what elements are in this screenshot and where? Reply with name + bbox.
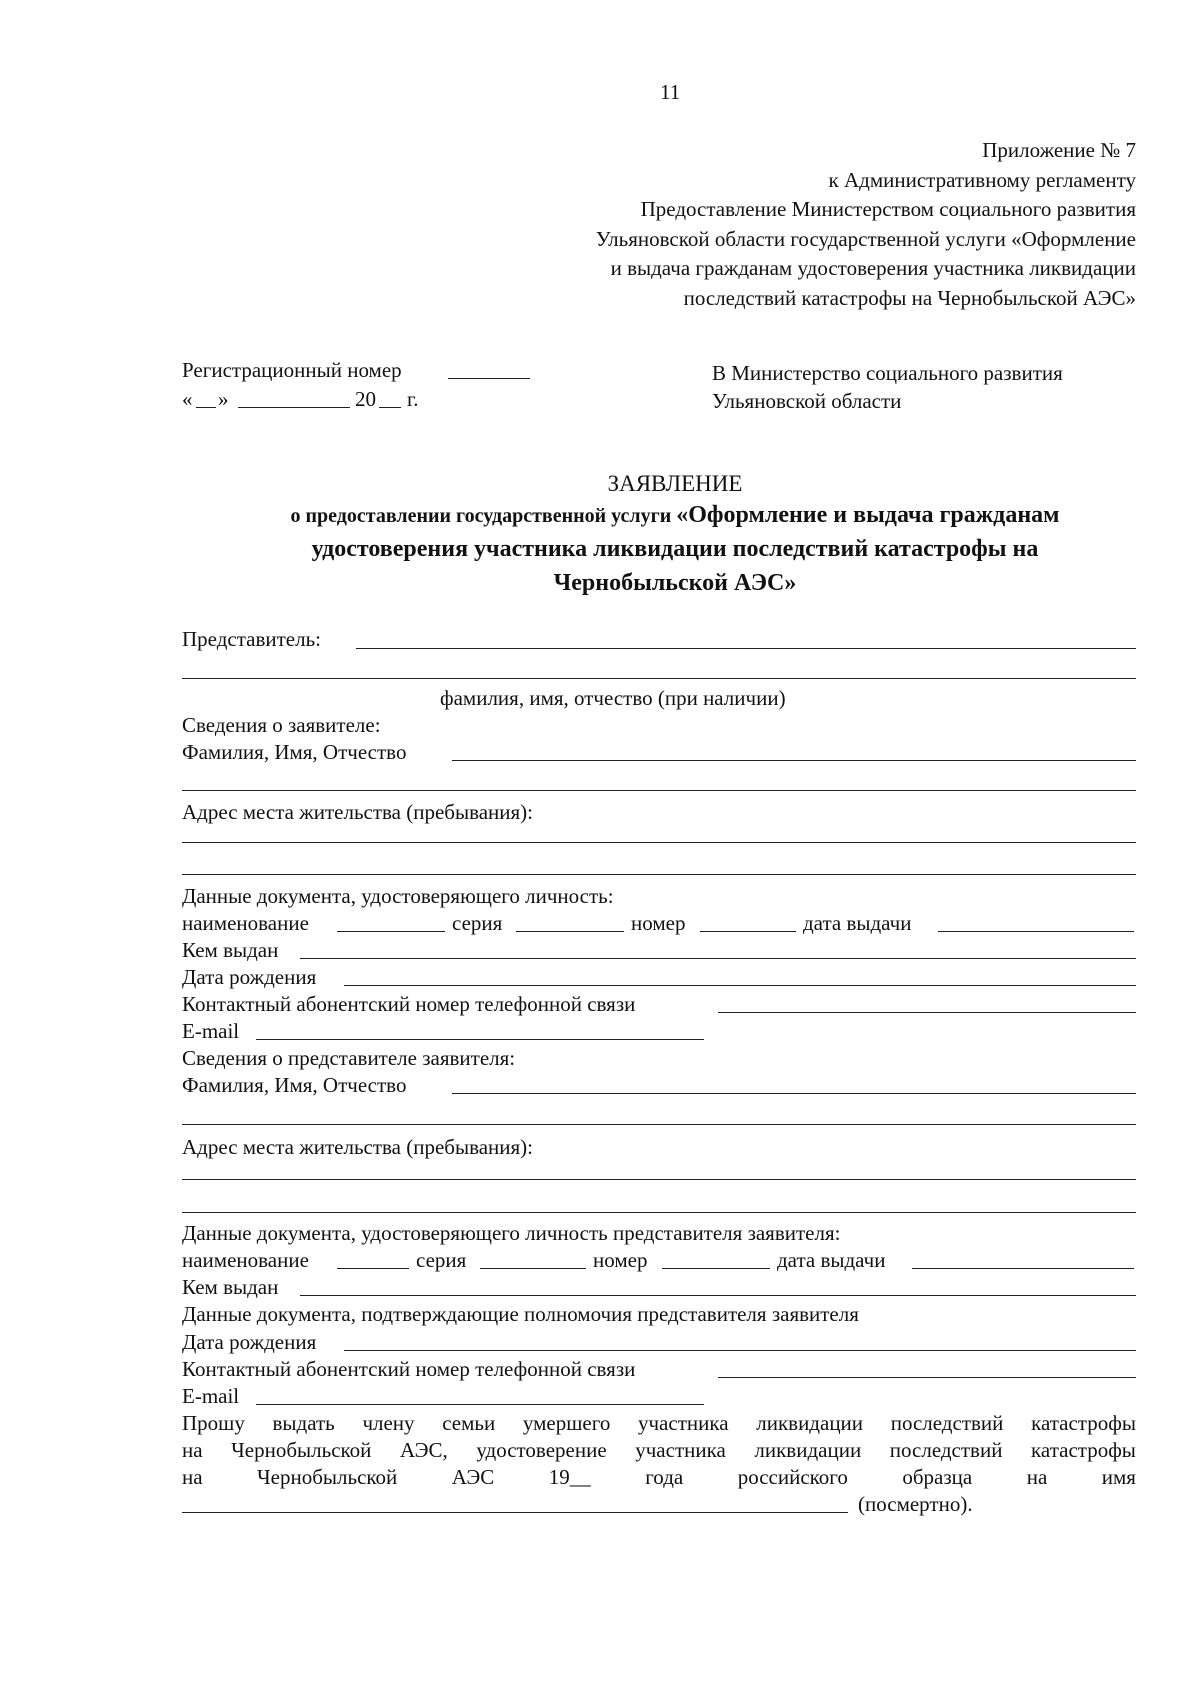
fio-caption: фамилия, имя, отчество (при наличии) bbox=[440, 686, 786, 710]
rep-fio-field[interactable] bbox=[452, 1093, 1136, 1094]
rep-id-doc-issue-date-label: дата выдачи bbox=[777, 1248, 886, 1272]
phone-label: Контактный абонентский номер телефонной связи bbox=[182, 992, 636, 1016]
date-year-field[interactable] bbox=[379, 407, 401, 408]
request-word: Чернобыльской bbox=[257, 1465, 398, 1489]
rep-birth-date-label: Дата рождения bbox=[182, 1330, 317, 1354]
rep-id-doc-number-field[interactable] bbox=[662, 1268, 770, 1269]
rep-id-doc-name-label: наименование bbox=[182, 1248, 309, 1272]
id-doc-issue-date-field[interactable] bbox=[938, 931, 1134, 932]
request-word: катастрофы bbox=[1031, 1438, 1136, 1462]
title-line-2: удостоверения участника ликвидации последствий катастрофы на bbox=[311, 536, 1039, 562]
rep-id-doc-series-label: серия bbox=[416, 1248, 467, 1272]
request-word: участника bbox=[635, 1438, 726, 1462]
request-word: ликвидации bbox=[754, 1438, 862, 1462]
rep-birth-date-field[interactable] bbox=[344, 1350, 1136, 1351]
applicant-header: Сведения о заявителе: bbox=[182, 713, 381, 737]
id-doc-header: Данные документа, удостоверяющего личность: bbox=[182, 884, 614, 908]
phone-field[interactable] bbox=[718, 1012, 1136, 1013]
email-field[interactable] bbox=[256, 1039, 704, 1040]
rep-issued-by-field[interactable] bbox=[300, 1295, 1136, 1296]
document-heading: ЗАЯВЛЕНИЕ bbox=[607, 471, 743, 496]
appendix-line-4: Ульяновской области государственной услуги «Оформление bbox=[595, 226, 1136, 251]
applicant-address-label: Адрес места жительства (пребывания): bbox=[182, 800, 534, 824]
issued-by-field[interactable] bbox=[300, 958, 1136, 959]
applicant-fio-field-2[interactable] bbox=[182, 790, 1136, 791]
appendix-block bbox=[596, 136, 1136, 313]
posthumous-text: (посмертно). bbox=[858, 1492, 973, 1516]
request-word: на bbox=[1026, 1465, 1048, 1489]
request-word: 19__ bbox=[548, 1465, 591, 1489]
addressee-line-2: Ульяновской области bbox=[712, 389, 902, 413]
id-doc-issue-date-label: дата выдачи bbox=[803, 911, 912, 935]
request-line-1 bbox=[182, 1411, 1136, 1435]
request-word: члену bbox=[362, 1411, 415, 1435]
rep-address-label: Адрес места жительства (пребывания): bbox=[182, 1135, 534, 1159]
appendix-line-6: последствий катастрофы на Чернобыльской АЭС» bbox=[683, 285, 1136, 310]
request-word: умершего bbox=[522, 1411, 611, 1435]
applicant-address-field-2[interactable] bbox=[182, 874, 1136, 875]
title-line-1-prefix: о предоставлении государственной услуги bbox=[290, 505, 677, 527]
request-word: катастрофы bbox=[1031, 1411, 1136, 1435]
appendix-line-3: Предоставление Министерством социального развития bbox=[640, 197, 1136, 221]
rep-id-doc-number-label: номер bbox=[593, 1248, 648, 1272]
date-open-quote: « bbox=[182, 387, 193, 411]
rep-address-field-2[interactable] bbox=[182, 1212, 1136, 1213]
rep-authority-label: Данные документа, подтверждающие полномочия представителя заявителя bbox=[182, 1302, 859, 1326]
rep-fio-label: Фамилия, Имя, Отчество bbox=[182, 1073, 407, 1097]
rep-fio-field-2[interactable] bbox=[182, 1124, 1136, 1125]
id-doc-name-field[interactable] bbox=[337, 931, 445, 932]
request-word: АЭС, bbox=[399, 1438, 448, 1462]
request-line-3 bbox=[182, 1465, 1136, 1489]
email-label: E-mail bbox=[182, 1019, 240, 1043]
request-word: последствий bbox=[889, 1438, 1003, 1462]
request-word: ликвидации bbox=[756, 1411, 864, 1435]
issued-by-label: Кем выдан bbox=[182, 938, 279, 962]
rep-id-doc-series-field[interactable] bbox=[480, 1268, 586, 1269]
id-doc-series-field[interactable] bbox=[516, 931, 624, 932]
rep-phone-field[interactable] bbox=[718, 1377, 1136, 1378]
rep-header: Сведения о представителе заявителя: bbox=[182, 1046, 516, 1070]
deceased-name-field[interactable] bbox=[182, 1512, 848, 1513]
request-word: Чернобыльской bbox=[231, 1438, 372, 1462]
applicant-address-field-1[interactable] bbox=[182, 842, 1136, 843]
date-close-quote: » bbox=[218, 387, 229, 411]
rep-id-doc-issue-date-field[interactable] bbox=[912, 1268, 1134, 1269]
date-year-prefix: 20 bbox=[355, 387, 376, 411]
applicant-fio-field[interactable] bbox=[452, 760, 1136, 761]
appendix-line-1: Приложение № 7 bbox=[982, 138, 1136, 162]
request-word: семьи bbox=[442, 1411, 496, 1435]
request-line-2 bbox=[182, 1438, 1136, 1462]
title-line-1-service: «Оформление и выдача гражданам bbox=[676, 502, 1060, 528]
rep-email-label: E-mail bbox=[182, 1384, 240, 1408]
request-word: Прошу bbox=[182, 1411, 245, 1435]
title-line-3: Чернобыльской АЭС» bbox=[553, 570, 797, 596]
request-word: года bbox=[645, 1465, 684, 1489]
rep-address-field-1[interactable] bbox=[182, 1179, 1136, 1180]
representative-field-2[interactable] bbox=[182, 678, 1136, 679]
rep-email-field[interactable] bbox=[256, 1404, 704, 1405]
request-word: последствий bbox=[890, 1411, 1004, 1435]
date-year-suffix: г. bbox=[407, 387, 419, 411]
applicant-fio-label: Фамилия, Имя, Отчество bbox=[182, 740, 407, 764]
registration-number-label: Регистрационный номер bbox=[182, 358, 402, 382]
addressee-line-1: В Министерство социального развития bbox=[712, 361, 1063, 385]
appendix-line-5: и выдача гражданам удостоверения участника ликвидации bbox=[610, 256, 1136, 280]
request-word: российского bbox=[737, 1465, 848, 1489]
appendix-line-2: к Административному регламенту bbox=[828, 167, 1136, 192]
id-doc-number-field[interactable] bbox=[700, 931, 796, 932]
id-doc-name-label: наименование bbox=[182, 911, 309, 935]
title-line-1 bbox=[0, 503, 1200, 528]
id-doc-series-label: серия bbox=[452, 911, 503, 935]
request-word: имя bbox=[1101, 1465, 1136, 1489]
request-word: участника bbox=[638, 1411, 729, 1435]
rep-id-doc-name-field[interactable] bbox=[337, 1268, 409, 1269]
request-word: АЭС bbox=[451, 1465, 495, 1489]
page-number: 11 bbox=[660, 80, 681, 104]
id-doc-number-label: номер bbox=[631, 911, 686, 935]
representative-label: Представитель: bbox=[182, 627, 322, 651]
request-word: удостоверение bbox=[476, 1438, 607, 1462]
date-day-field[interactable] bbox=[196, 407, 216, 408]
date-month-field[interactable] bbox=[238, 407, 350, 408]
registration-number-field[interactable] bbox=[448, 378, 530, 379]
request-word: на bbox=[182, 1438, 203, 1462]
request-word: образца bbox=[902, 1465, 973, 1489]
birth-date-label: Дата рождения bbox=[182, 965, 317, 989]
rep-phone-label: Контактный абонентский номер телефонной связи bbox=[182, 1357, 636, 1381]
rep-issued-by-label: Кем выдан bbox=[182, 1275, 279, 1299]
representative-field[interactable] bbox=[356, 648, 1136, 649]
birth-date-field[interactable] bbox=[344, 985, 1136, 986]
rep-id-doc-header: Данные документа, удостоверяющего личность представителя заявителя: bbox=[182, 1221, 841, 1245]
request-word: на bbox=[182, 1465, 203, 1489]
request-word: выдать bbox=[272, 1411, 335, 1435]
